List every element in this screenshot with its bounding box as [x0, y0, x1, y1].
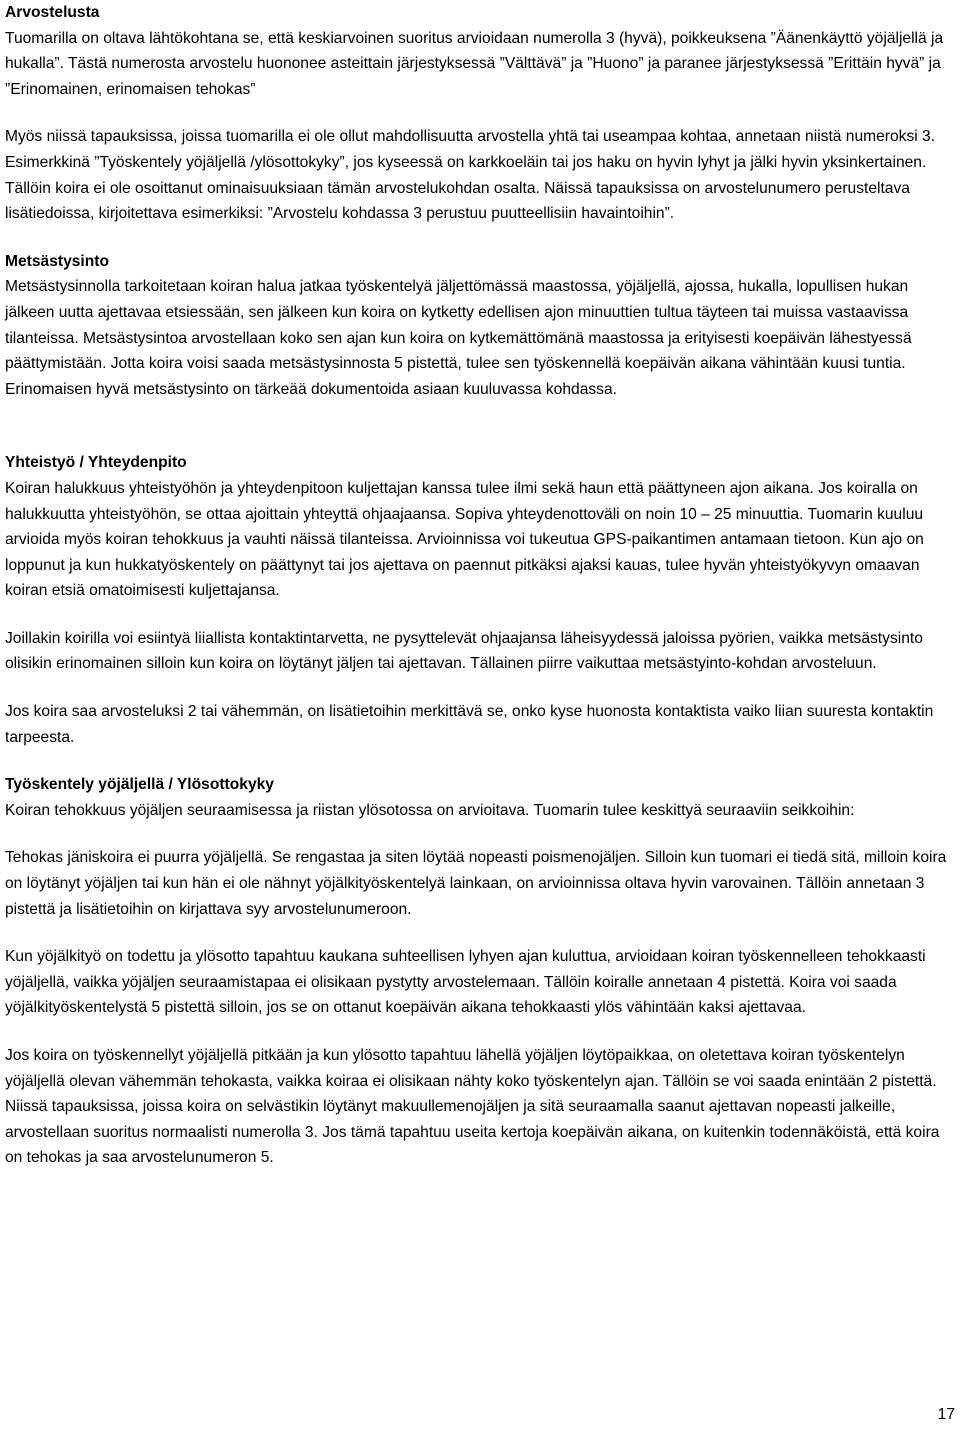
- paragraph: Jos koira saa arvosteluksi 2 tai vähemmän, on lisätietoihin merkittävä se, onko kyse huonosta kontaktista vaiko liian suuresta kontaktin tarpeesta.: [5, 703, 934, 746]
- paragraph: Tuomarilla on oltava lähtökohtana se, että keskiarvoinen suoritus arvioidaan numerolla 3 (hyvä), poikkeuksena ”Äänenkäyttö yöjäljellä ja hukalla”. Tästä numerosta arvostelu huononee asteittain järjestyksessä ”Välttävä” ja ”Huono” ja paranee järjestyksessä ”Erittäin hyvä” ja ”Erinomainen, erinomaisen tehokas”: [5, 29, 944, 98]
- page-number: 17: [937, 1406, 955, 1423]
- paragraph: Tehokas jäniskoira ei puurra yöjäljellä. Se rengastaa ja siten löytää nopeasti poismenojäljen. Silloin kun tuomari ei tiedä sitä, milloin koira on löytänyt yöjäljen tai kun hän ei ole nähnyt yöjälkityöskentelyä lainkaan, on arvioinnissa oltava hyvin varovainen. Tällöin annetaan 3 pistettä ja lisätietoihin on kirjattava syy arvostelunumeroon.: [5, 849, 947, 918]
- paragraph: Myös niissä tapauksissa, joissa tuomarilla ei ole ollut mahdollisuutta arvostella yhtä tai useampaa kohtaa, annetaan niistä numeroksi 3. Esimerkkinä ”Työskentely yöjäljellä /ylösottokyky”, jos kyseessä on karkkoeläin tai jos haku on hyvin lyhyt ja jälki hyvin yksinkertainen. Tällöin koira ei ole osoittanut ominaisuuksiaan tämän arvostelukohdan osalta. Näissä tapauksissa on arvostelunumero perusteltava lisätiedoissa, kirjoitettava esimerkiksi: ”Arvostelu kohdassa 3 perustuu puutteellisiin havaintoihin”.: [5, 128, 936, 223]
- section-arvostelusta: [5, 0, 953, 227]
- section-yhteistyo: [5, 450, 953, 750]
- section-heading: Arvostelusta: [5, 4, 100, 21]
- paragraph: Koiran halukkuus yhteistyöhön ja yhteydenpitoon kuljettajan kanssa tulee ilmi sekä haun että päättyneen ajon aikana. Jos koiralla on halukkuutta yhteistyöhön, se ottaa ajoittain yhteyttä ohjaajaansa. Sopiva yhteydenottoväli on noin 10 – 25 minuuttia. Tuomarin kuuluu arvioida myös koiran tehokkuus ja vauhti näissä tilanteissa. Arvioinnissa voi tukeutua GPS-paikantimen antamaan tietoon. Kun ajo on loppunut ja kun hukkatyöskentely on päättynyt tai jos ajettava on paennut pitkäksi ajaksi kauas, tulee hyvän yhteistyökyvyn omaavan koiran etsiä omatoimisesti kuljettajansa.: [5, 479, 924, 600]
- paragraph: Jos koira on työskennellyt yöjäljellä pitkään ja kun ylösotto tapahtuu lähellä yöjäljen löytöpaikkaa, on oletettava koiran työskentelyn yöjäljellä olevan vähemmän tehokasta, vaikka koiraa ei olisikaan nähty koko työskentelyn ajan. Tällöin se voi saada enintään 2 pistettä. Niissä tapauksissa, joissa koira on selvästikin löytänyt makuullemenojäljen ja sitä seuraamalla saanut ajettavan nopeasti jalkeille, arvostellaan suoritus normaalisti numerolla 3. Jos tämä tapahtuu useita kertoja koepäivän aikana, on kuitenkin todennäköistä, että koira on tehokas ja saa arvostelunumeron 5.: [5, 1047, 940, 1167]
- section-heading: Metsästysinto: [5, 252, 109, 270]
- paragraph: Metsästysinnolla tarkoitetaan koiran halua jatkaa työskentelyä jäljettömässä maastossa, yöjäljellä, ajossa, hukalla, lopullisen hukan jälkeen uutta ajettavaa etsiessään, sen jälkeen kun koira on kytketty edellisen ajon minuuttien tultua täyteen tai muissa vastaavissa tilanteissa. Metsästysintoa arvostellaan koko sen ajan kun koira on kytkemättömänä maastossa ja erityisesti koepäivän lähestyessä päättymistään. Jotta koira voisi saada metsästysinnosta 5 pistettä, tulee sen työskennellä koepäivän aikana vähintään kuusi tuntia. Erinomaisen hyvä metsästysinto on tärkeää dokumentoida asiaan kuuluvassa kohdassa.: [5, 278, 912, 398]
- section-heading: Työskentely yöjäljellä / Ylösottokyky: [5, 776, 274, 794]
- paragraph: Kun yöjälkityö on todettu ja ylösotto tapahtuu kaukana suhteellisen lyhyen ajan kuluttua, arvioidaan koiran työskennelleen tehokkaasti yöjäljellä, vaikka yöjäljen seuraamistapaa ei olisikaan pystytty arvostelemaan. Tällöin koiralle annetaan 4 pistettä. Koira voi saada yöjälkityöskentelystä 5 pistettä silloin, jos se on ottanut koepäivän aikana tehokkaasti ylös vähintään kaksi ajettavaa.: [5, 948, 926, 1017]
- section-heading: Yhteistyö / Yhteydenpito: [5, 454, 187, 472]
- document-page: [5, 0, 953, 1171]
- paragraph: Koiran tehokkuus yöjäljen seuraamisessa ja riistan ylösotossa on arvioitava. Tuomarin tulee keskittyä seuraaviin seikkoihin:: [5, 801, 855, 819]
- section-metsastysinto: [5, 249, 953, 403]
- section-tyoskentely: [5, 772, 953, 1171]
- paragraph: Joillakin koirilla voi esiintyä liiallista kontaktintarvetta, ne pysyttelevät ohjaajansa läheisyydessä jaloissa pyörien, vaikka metsästysinto olisikin erinomainen silloin kun koira on löytänyt jäljen tai ajettavan. Tällainen piirre vaikuttaa metsästyinto-kohdan arvosteluun.: [5, 629, 923, 673]
